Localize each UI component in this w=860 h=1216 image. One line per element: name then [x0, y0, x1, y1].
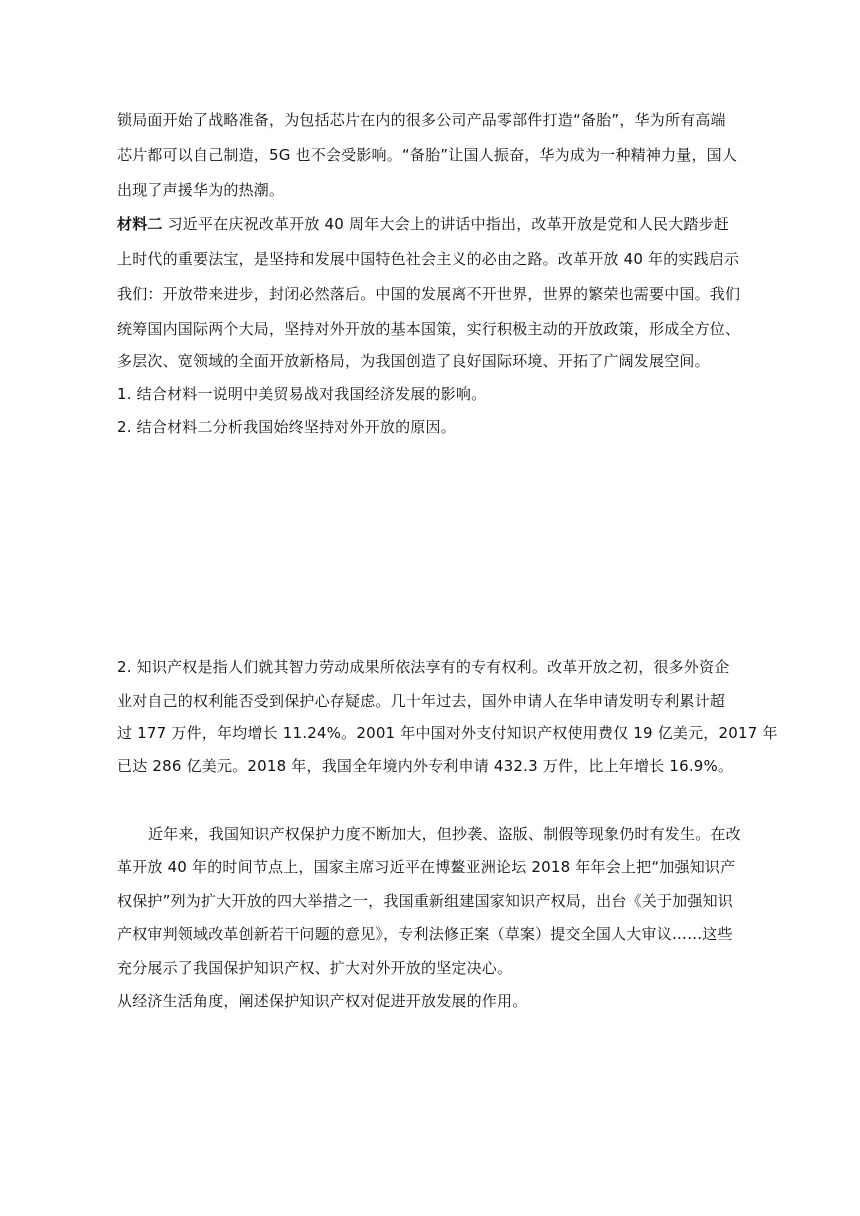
text-line: 芯片都可以自己制造，5G 也不会受影响。“备胎”让国人振奋，华为成为一种精神力量，国人 [117, 146, 738, 164]
text-line: 革开放 40 年的时间节点上，国家主席习近平在博鳌亚洲论坛 2018 年年会上把“加强知识产 [117, 858, 736, 876]
text-line: 锁局面开始了战略准备，为包括芯片在内的很多公司产品零部件打造“备胎”，华为所有高端 [117, 111, 726, 129]
text-line: 出现了声援华为的热潮。 [117, 181, 285, 199]
text-line: 上时代的重要法宝，是坚持和发展中国特色社会主义的必由之路。改革开放 40 年的实践启示 [117, 250, 740, 268]
material2-first-line [117, 213, 729, 235]
question-item: 1. 结合材料一说明中美贸易战对我国经济发展的影响。 [117, 385, 487, 403]
material2-label: 材料二 [117, 215, 163, 233]
question-prompt: 从经济生活角度，阐述保护知识产权对促进开放发展的作用。 [117, 992, 528, 1010]
text-line: 业对自己的权利能否受到保护心存疑虑。几十年过去，国外申请人在华申请发明专利累计超 [117, 692, 726, 710]
question-item: 2. 结合材料二分析我国始终坚持对外开放的原因。 [117, 418, 456, 436]
text-line: 已达 286 亿美元。2018 年，我国全年境内外专利申请 432.3 万件，比上年增长 16.9%。 [117, 757, 734, 775]
text-line: 过 177 万件，年均增长 11.24%。2001 年中国对外支付知识产权使用费仅 19 亿美元，2017 年 [117, 724, 778, 742]
text-line: 我们：开放带来进步，封闭必然落后。中国的发展离不开世界，世界的繁荣也需要中国。我们 [117, 285, 741, 303]
text-line: 多层次、宽领域的全面开放新格局，为我国创造了良好国际环境、开拓了广阔发展空间。 [117, 352, 710, 370]
text-line: 权保护”列为扩大开放的四大举措之一，我国重新组建国家知识产权局，出台《关于加强知识 [117, 892, 733, 910]
text-line: 产权审判领域改革创新若干问题的意见》，专利法修正案（草案）提交全国人大审议……这些 [117, 925, 733, 943]
text-line: 充分展示了我国保护知识产权、扩大对外开放的坚定决心。 [117, 959, 513, 977]
text-line: 2. 知识产权是指人们就其智力劳动成果所依法享有的专有权利。改革开放之初，很多外资企 [117, 658, 730, 676]
text-line: 近年来，我国知识产权保护力度不断加大，但抄袭、盗版、制假等现象仍时有发生。在改 [148, 825, 741, 843]
text-span: 习近平在庆祝改革开放 40 周年大会上的讲话中指出，改革开放是党和人民大踏步赶 [167, 215, 730, 233]
text-line: 统筹国内国际两个大局，坚持对外开放的基本国策，实行积极主动的开放政策，形成全方位、 [117, 320, 741, 338]
